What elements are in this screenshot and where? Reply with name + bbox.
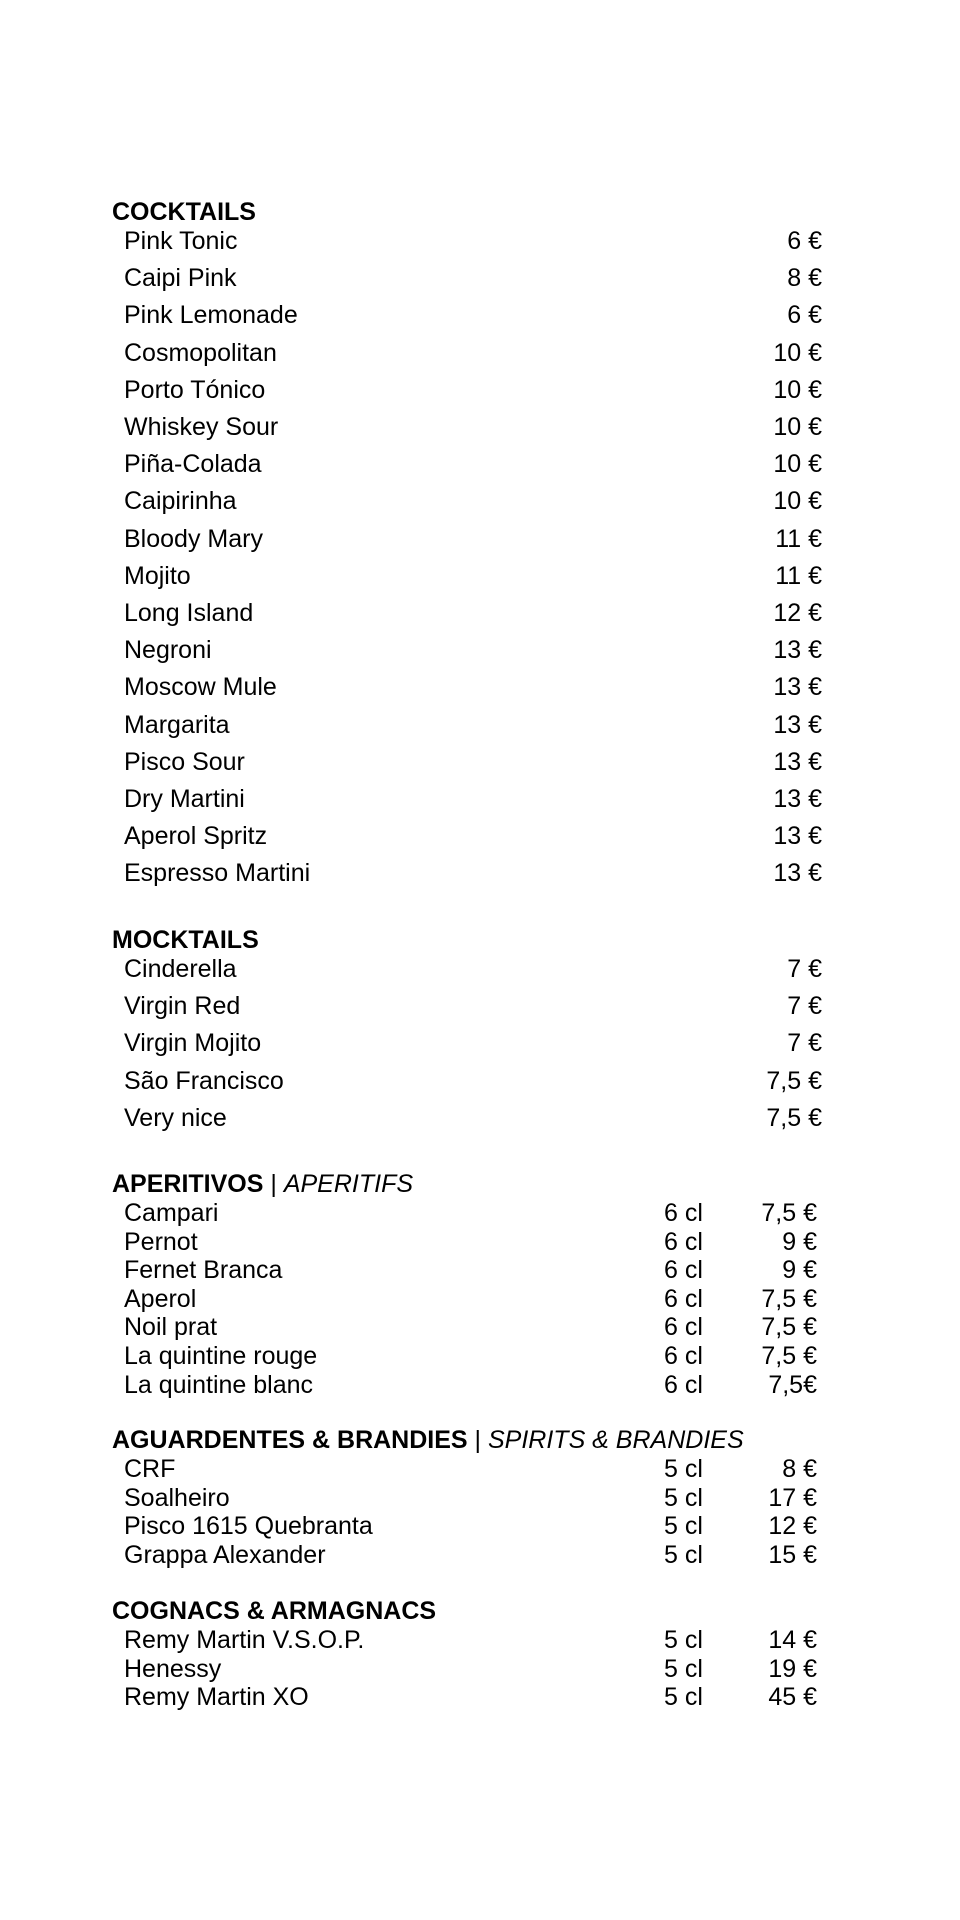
item-price: 7 € <box>787 1029 822 1058</box>
menu-item <box>0 784 960 814</box>
menu-item <box>0 486 960 516</box>
item-volume: 5 cl <box>664 1540 703 1569</box>
item-volume: 5 cl <box>664 1455 703 1483</box>
menu-item <box>0 1654 960 1684</box>
menu-item <box>0 1066 960 1096</box>
item-price: 7,5 € <box>761 1284 817 1313</box>
item-volume: 5 cl <box>664 1626 703 1654</box>
item-price: 10 € <box>773 450 822 479</box>
item-price: 6 € <box>787 227 822 255</box>
item-price: 8 € <box>782 1455 817 1483</box>
section-heading <box>112 198 256 226</box>
menu-item <box>0 1198 960 1228</box>
item-name: Pisco Sour <box>124 747 245 776</box>
menu-item <box>0 1103 960 1133</box>
item-name: Pink Lemonade <box>124 301 298 330</box>
item-name: CRF <box>124 1455 176 1483</box>
item-volume: 6 cl <box>664 1342 703 1370</box>
item-name: Remy Martin V.S.O.P. <box>124 1626 365 1654</box>
item-volume: 6 cl <box>664 1370 703 1399</box>
item-name: Aperol Spritz <box>124 822 268 851</box>
item-price: 10 € <box>773 487 822 516</box>
item-name: Pink Tonic <box>124 227 238 255</box>
menu-item <box>0 338 960 368</box>
section-subtitle: SPIRITS & BRANDIES <box>488 1426 744 1454</box>
item-price: 7 € <box>787 955 822 983</box>
menu-item <box>0 1284 960 1314</box>
item-price: 9 € <box>782 1256 817 1285</box>
item-price: 19 € <box>768 1654 817 1683</box>
item-price: 13 € <box>773 747 822 776</box>
item-name: Virgin Red <box>124 992 241 1021</box>
item-name: Virgin Mojito <box>124 1029 262 1058</box>
item-price: 7,5 € <box>766 1066 822 1095</box>
item-price: 7,5 € <box>761 1342 817 1370</box>
menu-item <box>0 1341 960 1371</box>
item-name: Margarita <box>124 710 230 739</box>
item-name: Espresso Martini <box>124 859 311 888</box>
section-heading <box>112 1597 436 1625</box>
menu-item <box>0 1255 960 1285</box>
item-name: Mojito <box>124 561 191 590</box>
item-price: 7,5 € <box>766 1103 822 1132</box>
item-price: 11 € <box>775 561 822 590</box>
item-volume: 6 cl <box>664 1284 703 1313</box>
item-volume: 6 cl <box>664 1256 703 1285</box>
item-price: 13 € <box>773 785 822 813</box>
item-name: Negroni <box>124 636 212 665</box>
item-name: Cinderella <box>124 955 237 983</box>
item-price: 11 € <box>775 524 822 553</box>
menu-item <box>0 300 960 330</box>
menu-item <box>0 1312 960 1342</box>
menu-item <box>0 1454 960 1484</box>
item-name: Remy Martin XO <box>124 1683 309 1712</box>
item-name: La quintine blanc <box>124 1370 314 1399</box>
menu-item <box>0 598 960 628</box>
menu-item <box>0 524 960 554</box>
section-heading <box>112 1170 413 1198</box>
item-price: 7,5€ <box>768 1370 817 1399</box>
menu-item <box>0 954 960 984</box>
item-price: 17 € <box>768 1483 817 1512</box>
item-price: 10 € <box>773 375 822 404</box>
item-price: 12 € <box>773 599 822 627</box>
menu-item <box>0 635 960 665</box>
menu-item <box>0 1028 960 1058</box>
item-name: São Francisco <box>124 1066 284 1095</box>
menu-item <box>0 1682 960 1712</box>
menu-item <box>0 1625 960 1655</box>
item-name: Henessy <box>124 1654 222 1683</box>
section-title: APERITIVOS <box>112 1170 264 1198</box>
item-price: 13 € <box>773 859 822 888</box>
menu-item <box>0 263 960 293</box>
item-name: Bloody Mary <box>124 524 263 553</box>
item-price: 45 € <box>768 1683 817 1712</box>
item-volume: 5 cl <box>664 1512 703 1541</box>
section-heading <box>112 926 259 954</box>
section-title: MOCKTAILS <box>112 926 259 954</box>
item-price: 15 € <box>768 1540 817 1569</box>
item-name: Very nice <box>124 1103 227 1132</box>
section-separator: | <box>474 1426 482 1454</box>
item-price: 7,5 € <box>761 1313 817 1342</box>
menu-item <box>0 412 960 442</box>
item-name: Caipi Pink <box>124 264 237 293</box>
item-price: 12 € <box>768 1512 817 1541</box>
item-volume: 6 cl <box>664 1313 703 1342</box>
item-price: 9 € <box>782 1227 817 1256</box>
item-name: Dry Martini <box>124 785 245 813</box>
item-volume: 6 cl <box>664 1199 703 1227</box>
menu-item <box>0 1511 960 1541</box>
menu-item <box>0 672 960 702</box>
section-separator: | <box>270 1170 277 1198</box>
section-title: COGNACS & ARMAGNACS <box>112 1597 437 1625</box>
item-volume: 6 cl <box>664 1227 703 1256</box>
menu-item <box>0 226 960 256</box>
item-price: 10 € <box>773 413 822 441</box>
item-price: 7,5 € <box>761 1199 817 1227</box>
menu-item <box>0 710 960 740</box>
item-name: Moscow Mule <box>124 673 277 702</box>
item-name: Grappa Alexander <box>124 1540 326 1569</box>
item-name: Piña-Colada <box>124 450 262 479</box>
menu-item <box>0 858 960 888</box>
item-price: 13 € <box>773 636 822 665</box>
menu-item <box>0 449 960 479</box>
item-name: Caipirinha <box>124 487 237 516</box>
section-title: AGUARDENTES & BRANDIES <box>112 1426 468 1454</box>
item-name: Pernot <box>124 1227 198 1256</box>
item-name: Whiskey Sour <box>124 413 279 441</box>
section-title: COCKTAILS <box>112 198 256 226</box>
item-price: 14 € <box>768 1626 817 1654</box>
menu-item <box>0 1227 960 1257</box>
section-subtitle: APERITIFS <box>283 1170 414 1198</box>
item-name: Soalheiro <box>124 1483 230 1512</box>
item-name: Fernet Branca <box>124 1256 283 1285</box>
menu-item <box>0 1483 960 1513</box>
item-price: 8 € <box>787 264 822 293</box>
item-price: 13 € <box>773 822 822 851</box>
item-name: Pisco 1615 Quebranta <box>124 1512 373 1541</box>
menu-item <box>0 991 960 1021</box>
item-name: La quintine rouge <box>124 1342 318 1370</box>
item-price: 10 € <box>773 338 822 367</box>
menu-item <box>0 1540 960 1570</box>
item-name: Porto Tónico <box>124 375 266 404</box>
item-name: Campari <box>124 1199 219 1227</box>
item-volume: 5 cl <box>664 1483 703 1512</box>
item-volume: 5 cl <box>664 1654 703 1683</box>
item-name: Noil prat <box>124 1313 218 1342</box>
section-heading <box>112 1426 744 1454</box>
item-name: Cosmopolitan <box>124 338 277 367</box>
menu-item <box>0 821 960 851</box>
item-price: 7 € <box>787 992 822 1021</box>
menu-item <box>0 747 960 777</box>
item-price: 13 € <box>773 673 822 702</box>
item-name: Aperol <box>124 1284 197 1313</box>
menu-item <box>0 1370 960 1400</box>
menu-item <box>0 561 960 591</box>
item-name: Long Island <box>124 599 254 627</box>
item-volume: 5 cl <box>664 1683 703 1712</box>
item-price: 13 € <box>773 710 822 739</box>
menu-item <box>0 375 960 405</box>
item-price: 6 € <box>787 301 822 330</box>
